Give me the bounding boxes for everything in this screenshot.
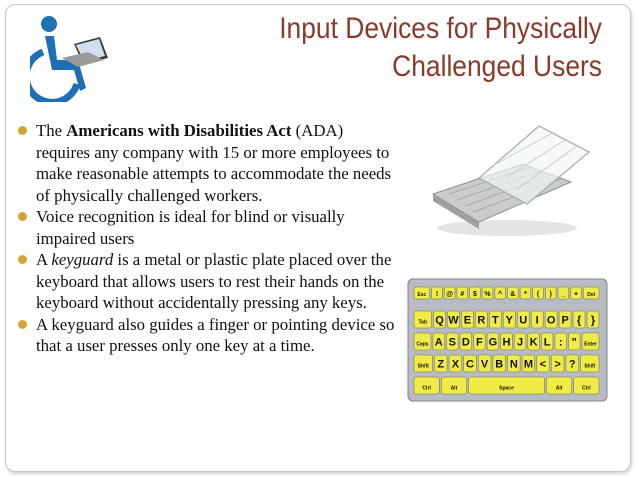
keyboard-key-label: + <box>573 291 579 298</box>
keyboard-key-label: T <box>491 314 499 327</box>
keyboard-key-label: ) <box>549 291 552 298</box>
bullet-ada: The Americans with Disabilities Act (ADA) requires any company with 15 or more employees to make reasonable attempts to accommodate the needs of physically challenged workers. <box>18 120 400 206</box>
keyboard-key-label: # <box>460 291 465 298</box>
keyboard-key-label: C <box>466 358 474 371</box>
keyboard-key-label: & <box>510 291 516 298</box>
keyboard-key-label: Z <box>437 358 445 371</box>
bullet-voice-recognition: Voice recognition is ideal for blind or visually impaired users <box>18 206 400 249</box>
keyboard-key-label: Space <box>499 385 514 392</box>
keyboard-key-label: Ctrl <box>422 385 431 392</box>
keyboard-key-label: H <box>502 336 511 349</box>
slide-title <box>232 10 602 86</box>
keyboard-key-label: ? <box>568 358 576 371</box>
keyboard-key-label: Tab <box>418 319 428 326</box>
keyboard-key-label: O <box>546 314 556 327</box>
keyboard-key-label: Caps <box>416 341 429 348</box>
keyboard-key-label: M <box>523 358 533 371</box>
keyboard-key-label: @ <box>446 291 454 298</box>
keyboard-key-label: ! <box>435 291 439 298</box>
keyboard-key-label: " <box>571 336 577 349</box>
title-line-1: Input Devices for Physically <box>279 12 602 45</box>
bullet-list <box>18 120 400 357</box>
keyboard-key-label: J <box>516 336 524 349</box>
keyboard-key-label: D <box>461 336 470 349</box>
keyboard-key-label: Alt <box>555 385 563 392</box>
wheelchair-laptop-icon <box>30 14 116 102</box>
keyboard-key-label: : <box>558 336 563 349</box>
keyboard-key-label: ( <box>536 291 540 298</box>
keyboard-key-label: K <box>529 336 538 349</box>
clear-keyguard-keyboard-photo <box>419 118 599 243</box>
keyboard-key-label: R <box>477 314 486 327</box>
keyboard-key-label: Ctrl <box>582 385 591 392</box>
bullet-dot-icon <box>18 126 27 135</box>
keyboard-key-label: Del <box>587 292 596 298</box>
keyboard-key-label: < <box>539 358 547 371</box>
keyboard-key-label: Alt <box>450 385 458 392</box>
keyboard-key-label: } <box>590 314 596 327</box>
keyboard-key-label: N <box>509 358 518 371</box>
keyboard-key-label: Q <box>435 314 444 327</box>
keyboard-key-label: E <box>463 314 472 327</box>
keyboard-key-label: Y <box>505 314 513 327</box>
keyboard-key-label: { <box>576 314 582 327</box>
keyboard-key-label: _ <box>561 291 566 298</box>
keyboard-key-label: I <box>535 314 539 327</box>
bullet-keyguard-definition: A keyguard is a metal or plastic plate placed over the keyboard that allows users to rest their hands on the keyboard without accidentally pressing any keys. <box>18 249 400 314</box>
keyboard-key-label: S <box>448 336 456 349</box>
keyboard-key-label: P <box>561 314 569 327</box>
bullet-dot-icon <box>18 320 27 329</box>
keyboard-key-label: W <box>448 314 459 327</box>
keyboard-key-label: A <box>434 336 443 349</box>
keyboard-key-label: $ <box>472 291 477 298</box>
keyboard-key-label: B <box>495 358 504 371</box>
bullet-dot-icon <box>18 255 27 264</box>
keyboard-key-label: U <box>519 314 528 327</box>
bullet-keyguard-guides: A keyguard also guides a finger or pointing device so that a user presses only one key at a time. <box>18 314 400 357</box>
keyboard-key-label: ^ <box>498 291 503 298</box>
keyboard-key-label: Shift <box>417 363 429 370</box>
keyboard-key-label: X <box>451 358 460 371</box>
keyboard-key-label: G <box>488 336 498 349</box>
keyboard-key-label: Shift <box>584 363 596 370</box>
keyboard-key-label: L <box>543 336 551 349</box>
title-line-2: Challenged Users <box>392 50 602 83</box>
keyboard-key-label: F <box>476 336 483 349</box>
bullet-dot-icon <box>18 212 27 221</box>
keyboard-key-label: V <box>480 358 489 371</box>
keyboard-key-label: % <box>484 291 491 298</box>
keyboard-key-label: Enter <box>584 341 597 348</box>
keyboard-key-label: Esc <box>417 292 427 298</box>
large-key-yellow-keyboard-photo <box>406 275 609 408</box>
keyboard-key-label: * <box>524 291 527 298</box>
keyboard-key-label: > <box>554 358 561 371</box>
